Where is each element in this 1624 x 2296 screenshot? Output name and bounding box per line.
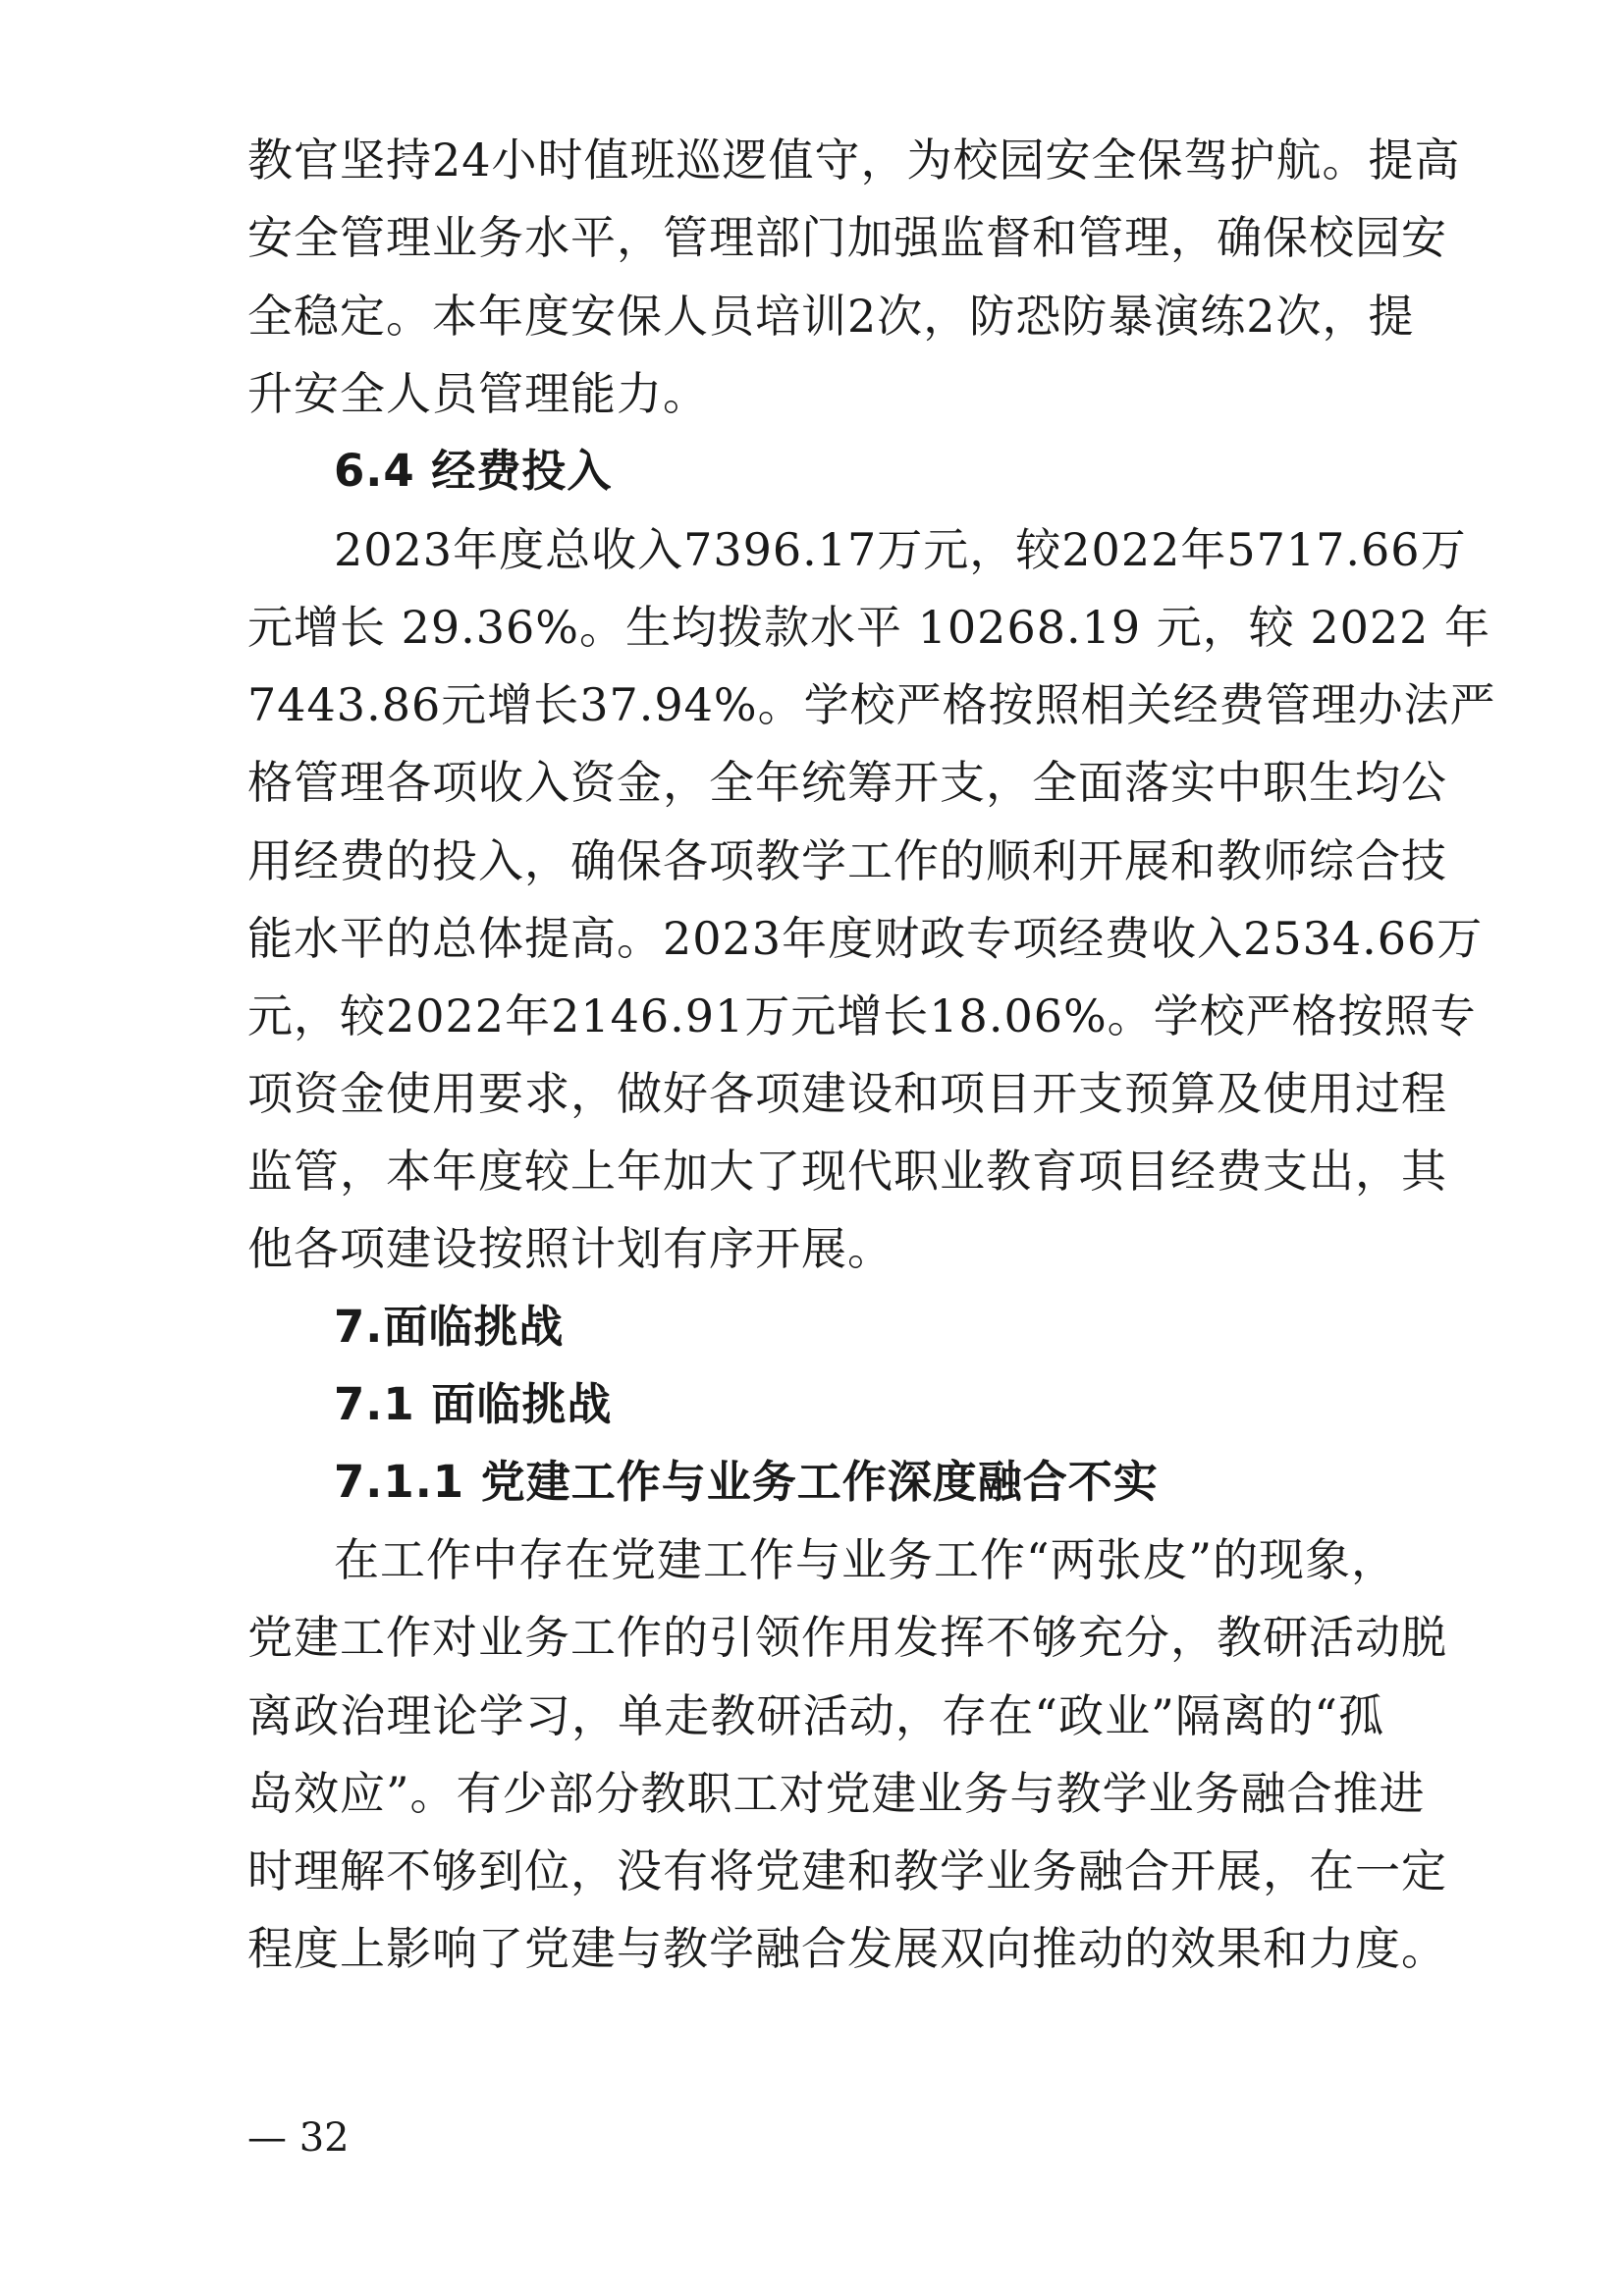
body-text-line: 用经费的投入，确保各项教学工作的顺利开展和教师综合技 [247,834,1447,887]
body-text-line: 安全管理业务水平，管理部门加强监督和管理，确保校园安 [247,211,1447,264]
subsubsection-heading: 7.1.1 党建工作与业务工作深度融合不实 [334,1456,1159,1508]
body-text-line: 升安全人员管理能力。 [247,367,709,420]
body-text-line: 程度上影响了党建与教学融合发展双向推动的效果和力度。 [247,1922,1447,1975]
body-text-line: 党建工作对业务工作的引领作用发挥不够充分，教研活动脱 [247,1611,1447,1664]
body-text-line: 在工作中存在党建工作与业务工作“两张皮”的现象， [334,1533,1398,1586]
body-text-line: 能水平的总体提高。2023年度财政专项经费收入2534.66万 [247,912,1484,965]
body-text-line: 他各项建设按照计划有序开展。 [247,1222,893,1275]
body-text-line: 格管理各项收入资金，全年统筹开支，全面落实中职生均公 [247,756,1447,809]
body-text-line: 时理解不够到位，没有将党建和教学业务融合开展，在一定 [247,1844,1447,1897]
body-text-line: 岛效应”。有少部分教职工对党建业务与教学业务融合推进 [247,1767,1426,1820]
subsection-heading: 7.1 面临挑战 [334,1378,613,1430]
body-text-line: 7443.86元增长37.94%。学校严格按照相关经费管理办法严 [247,678,1496,731]
section-heading: 7.面临挑战 [334,1301,565,1353]
body-text-line: 监管，本年度较上年加大了现代职业教育项目经费支出，其 [247,1145,1447,1198]
section-heading: 6.4 经费投入 [334,445,613,497]
body-text-line: 教官坚持24小时值班巡逻值守，为校园安全保驾护航。提高 [247,133,1461,187]
body-text-line: 项资金使用要求，做好各项建设和项目开支预算及使用过程 [247,1067,1447,1120]
body-text-line: 元增长 29.36%。生均拨款水平 10268.19 元，较 2022 年 [247,601,1491,654]
body-text-line: 离政治理论学习，单走教研活动，存在“政业”隔离的“孤 [247,1689,1384,1742]
body-text-line: 2023年度总收入7396.17万元，较2022年5717.66万 [334,523,1467,576]
page-number: — 32 [247,2115,350,2161]
body-text-line: 元，较2022年2146.91万元增长18.06%。学校严格按照专 [247,989,1477,1042]
body-text-line: 全稳定。本年度安保人员培训2次，防恐防暴演练2次，提 [247,290,1415,343]
